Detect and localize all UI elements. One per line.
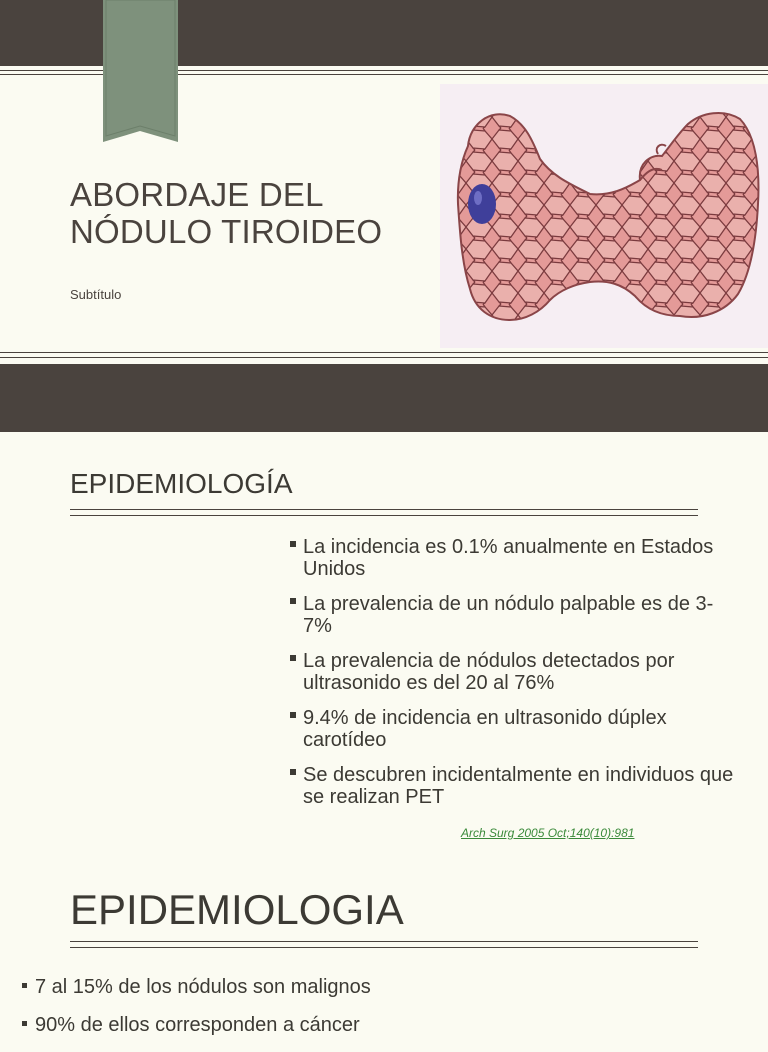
epidemiology-heading-2: EPIDEMIOLOGIA [70, 886, 404, 933]
citation-link[interactable]: Arch Surg 2005 Oct;140(10):981 [461, 826, 635, 840]
title-line-1: ABORDAJE DEL [70, 176, 324, 213]
slide-subtitle: Subtítulo [70, 287, 122, 302]
list-item: La prevalencia de nódulos detectados por ultrasonido es del 20 al 76% [288, 650, 738, 694]
bottom-band [0, 364, 768, 432]
list-item: 7 al 15% de los nódulos son malignos [20, 976, 740, 998]
bullet-icon [290, 655, 296, 661]
heading-underline-2 [70, 941, 698, 948]
epidemiology-bullet-list [288, 536, 738, 821]
list-item: 9.4% de incidencia en ultrasonido dúplex carotídeo [288, 707, 738, 751]
malignancy-bullet-list [20, 976, 740, 1052]
bullet-icon [22, 983, 27, 988]
heading-underline [70, 509, 698, 516]
bullet-icon [290, 598, 296, 604]
thyroid-illustration [440, 84, 768, 348]
bullet-icon [290, 541, 296, 547]
epidemiology-heading: EPIDEMIOLOGÍA [70, 468, 293, 499]
list-item: La incidencia es 0.1% anualmente en Estados Unidos [288, 536, 738, 580]
list-item: 90% de ellos corresponden a cáncer [20, 1014, 740, 1036]
bookmark-ribbon [103, 0, 178, 142]
bottom-rule-1 [0, 352, 768, 353]
list-item: La prevalencia de un nódulo palpable es de 3-7% [288, 593, 738, 637]
bullet-icon [290, 769, 296, 775]
list-item: Se descubren incidentalmente en individuos que se realizan PET [288, 764, 738, 808]
bullet-icon [290, 712, 296, 718]
title-slide [0, 0, 768, 432]
slide-title [70, 176, 430, 250]
title-line-2: NÓDULO TIROIDEO [70, 213, 383, 250]
bottom-rule-2 [0, 357, 768, 358]
